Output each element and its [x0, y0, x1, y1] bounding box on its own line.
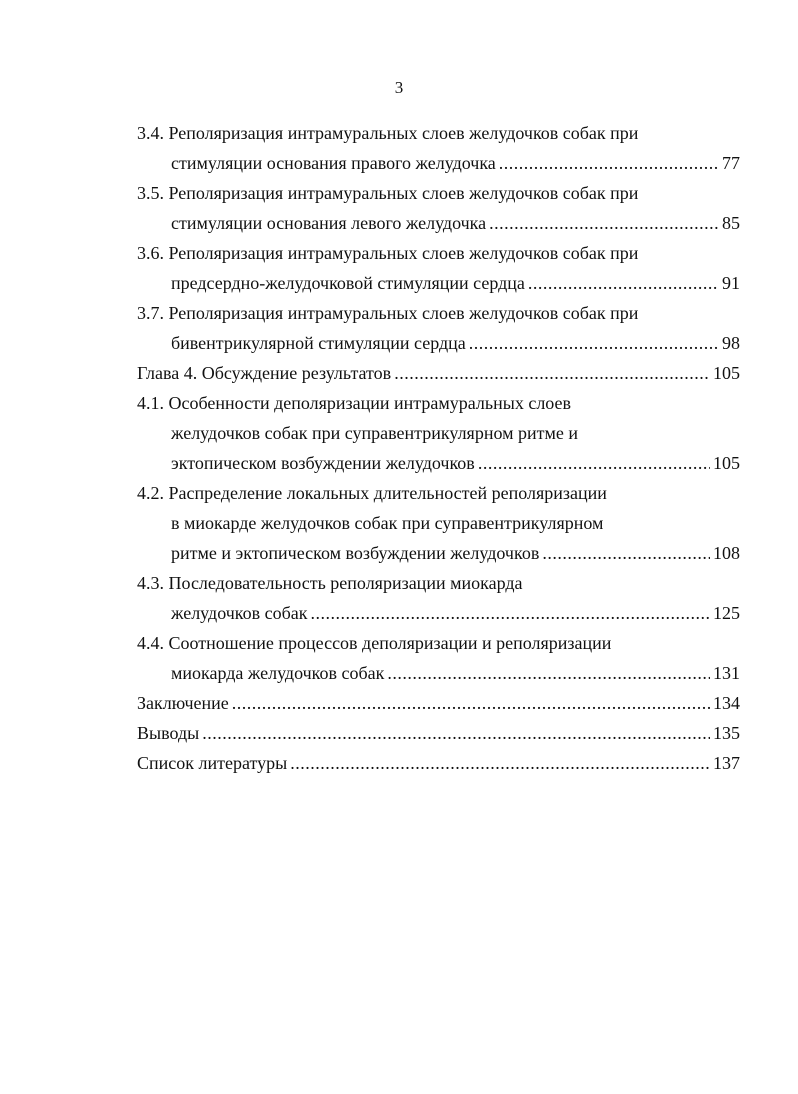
toc-page-number: 137 — [713, 753, 740, 773]
dot-leader — [528, 268, 719, 298]
toc-entry-title: 3.7. Реполяризация интрамуральных слоев желудочков собак при — [137, 303, 639, 323]
toc-entry-title: 4.1. Особенности деполяризации интрамуральных слоев — [137, 393, 572, 413]
dot-leader — [202, 718, 710, 748]
dot-leader — [311, 598, 711, 628]
toc-page-number: 105 — [713, 453, 740, 473]
page-number: 3 — [394, 78, 404, 97]
toc-entry-title-end: стимуляции основания правого желудочка — [171, 153, 496, 173]
toc-page-number: 131 — [713, 663, 740, 683]
toc-page-number: 91 — [722, 273, 740, 293]
toc-entry-title-end: Глава 4. Обсуждение результатов — [137, 363, 392, 383]
toc-entry-title: 3.5. Реполяризация интрамуральных слоев желудочков собак при — [137, 183, 639, 203]
toc-entry-leader-line — [137, 448, 740, 478]
toc-entry-title-continued: желудочков собак при суправентрикулярном ритме и — [171, 423, 579, 443]
toc-entry-leader-line — [137, 268, 740, 298]
toc-page-number: 105 — [713, 363, 740, 383]
toc-entry-leader-line — [137, 658, 740, 688]
toc-entry-title: 4.2. Распределение локальных длительностей реполяризации — [137, 483, 607, 503]
toc-entry-leader-line — [137, 598, 740, 628]
toc-entry-findings — [137, 718, 740, 748]
toc-entry-title: 4.4. Соотношение процессов деполяризации и реполяризации — [137, 633, 612, 653]
toc-page-number: 134 — [713, 693, 740, 713]
toc-entry-3-4 — [137, 118, 740, 178]
toc-entry-conclusion — [137, 688, 740, 718]
toc-entry-title: 3.4. Реполяризация интрамуральных слоев желудочков собак при — [137, 123, 639, 143]
dot-leader — [478, 448, 710, 478]
toc-entry-4-4 — [137, 628, 740, 688]
toc-entry-title-end: предсердно-желудочковой стимуляции сердца — [171, 273, 525, 293]
table-of-contents — [137, 118, 740, 778]
dot-leader — [387, 658, 710, 688]
toc-page-number: 125 — [713, 603, 740, 623]
toc-entry-leader-line — [137, 328, 740, 358]
toc-entry-title-end: желудочков собак — [171, 603, 308, 623]
toc-entry-4-2 — [137, 478, 740, 568]
toc-page-number: 85 — [722, 213, 740, 233]
toc-entry-leader-line — [137, 718, 740, 748]
toc-entry-leader-line — [137, 208, 740, 238]
toc-entry-title-end: Выводы — [137, 723, 200, 743]
toc-entry-4-1 — [137, 388, 740, 478]
dot-leader — [542, 538, 710, 568]
dot-leader — [394, 358, 710, 388]
toc-entry-leader-line — [137, 148, 740, 178]
toc-entry-3-7 — [137, 298, 740, 358]
toc-entry-chapter-4 — [137, 358, 740, 388]
toc-entry-leader-line — [137, 358, 740, 388]
dot-leader — [232, 688, 710, 718]
toc-page-number: 98 — [722, 333, 740, 353]
toc-entry-title-end: бивентрикулярной стимуляции сердца — [171, 333, 466, 353]
toc-entry-4-3 — [137, 568, 740, 628]
toc-page-number: 108 — [713, 543, 740, 563]
toc-page-number: 135 — [713, 723, 740, 743]
toc-entry-title-end: Заключение — [137, 693, 229, 713]
toc-entry-title: 3.6. Реполяризация интрамуральных слоев желудочков собак при — [137, 243, 639, 263]
toc-page-number: 77 — [722, 153, 740, 173]
toc-entry-title-end: миокарда желудочков собак — [171, 663, 385, 683]
toc-entry-3-5 — [137, 178, 740, 238]
dot-leader — [290, 748, 710, 778]
toc-entry-3-6 — [137, 238, 740, 298]
dot-leader — [489, 208, 719, 238]
dot-leader — [469, 328, 719, 358]
toc-entry-title-end: стимуляции основания левого желудочка — [171, 213, 487, 233]
toc-entry-references — [137, 748, 740, 778]
toc-entry-leader-line — [137, 748, 740, 778]
toc-entry-leader-line — [137, 538, 740, 568]
toc-entry-title-end: ритме и эктопическом возбуждении желудочков — [171, 543, 540, 563]
toc-entry-title: 4.3. Последовательность реполяризации миокарда — [137, 573, 523, 593]
toc-entry-leader-line — [137, 688, 740, 718]
toc-entry-title-end: эктопическом возбуждении желудочков — [171, 453, 475, 473]
toc-entry-title-end: Список литературы — [137, 753, 288, 773]
toc-entry-title-continued: в миокарде желудочков собак при суправентрикулярном — [171, 513, 604, 533]
dot-leader — [499, 148, 719, 178]
